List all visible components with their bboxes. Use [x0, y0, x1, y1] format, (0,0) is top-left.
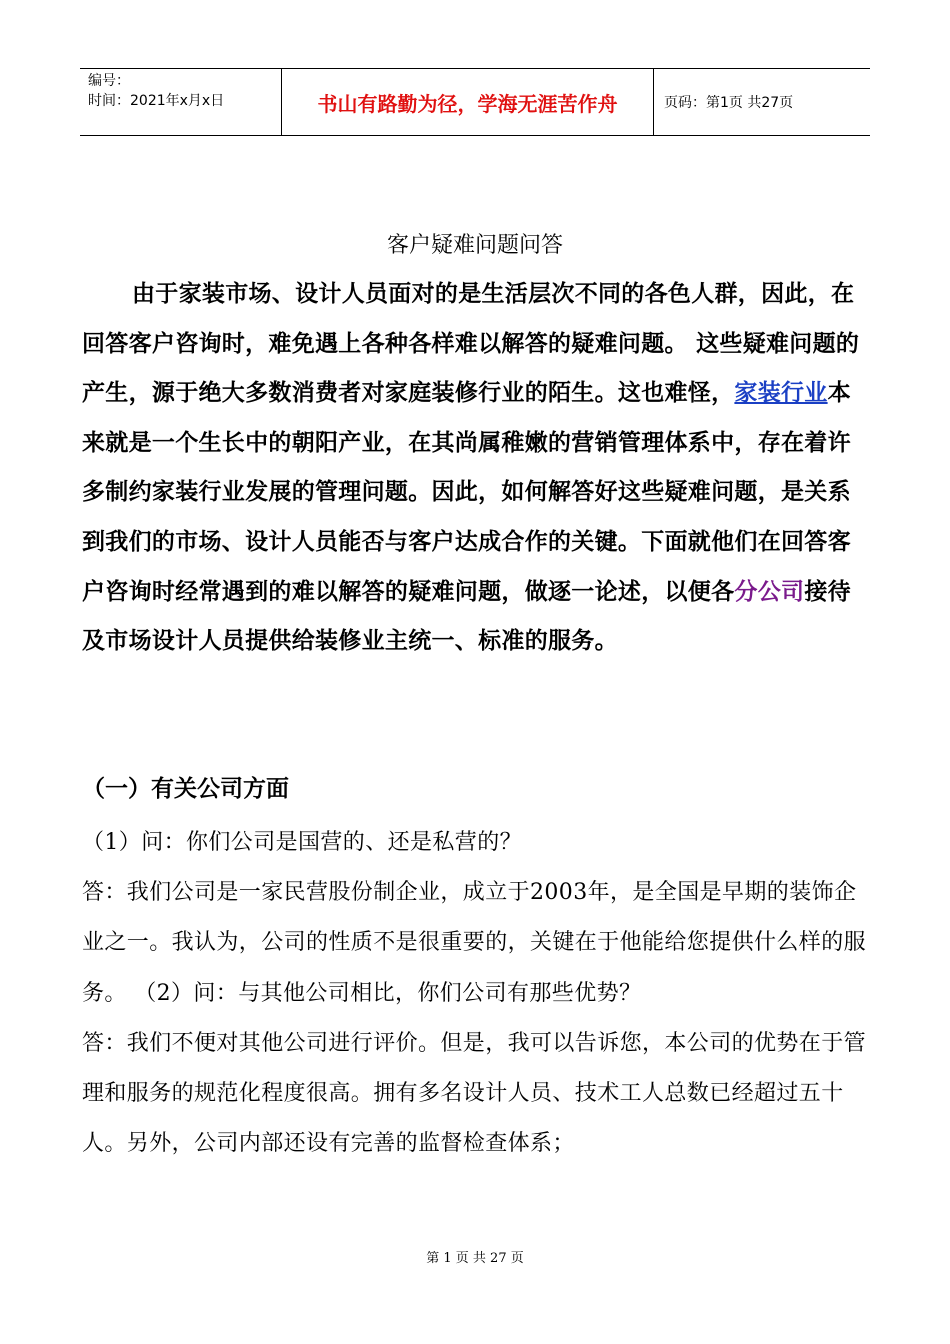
page-footer: 第 1 页 共 27 页 — [426, 1251, 524, 1266]
intro-text-2: 本来就是一个生长中的朝阳产业，在其尚属稚嫩的营销管理体系中，存在着许多制约家装行业发展的管理问题。因此，如何解答好这些疑难问题，是关系到我们的市场、设计人员能否与客户达成合作的关键。下面就他们在回答客户咨询时经常遇到的难以解答的疑难问题，做逐一论述，以便各 — [82, 380, 851, 605]
section-heading: （一）有关公司方面 — [82, 776, 289, 802]
link-home-decoration-industry[interactable]: 家装行业 — [734, 380, 828, 407]
question-1: （1）问：你们公司是国营的、还是私营的？ — [82, 830, 522, 855]
document-title: 客户疑难问题问答 — [386, 233, 563, 258]
header-motto-cell — [282, 69, 654, 135]
motto: 书山有路勤为径，学海无涯苦作舟 — [317, 91, 618, 116]
date-label: 时间：2021年x月x日 — [88, 93, 225, 109]
number-label: 编号： — [88, 73, 130, 89]
header-meta-cell — [80, 69, 282, 135]
intro-paragraph — [82, 270, 872, 667]
answer-2: 答：我们不便对其他公司进行评价。但是，我可以告诉您，本公司的优势在于管理和服务的规范化程度很高。拥有多名设计人员、技术工人总数已经超过五十人。另外，公司内部还设有完善的监督检查体系； — [82, 1030, 867, 1157]
page-info: 页码：第1页 共27页 — [664, 95, 794, 111]
header-table — [80, 68, 870, 136]
header-page-cell — [654, 69, 870, 135]
intro-text-3: 接待及市场设计人员提供给装修业主统一、标准的服务。 — [82, 578, 851, 655]
answer-1: 答：我们公司是一家民营股份制企业，成立于2003年，是全国是早期的装饰企业之一。我认为，公司的性质不是很重要的，关键在于他能给您提供什么样的服务。 （2）问：与其他公司相比，你们公司有那些优势？ — [82, 880, 867, 1006]
link-branch-company[interactable]: 分公司 — [734, 578, 805, 605]
qa-block — [82, 818, 872, 1169]
intro-text-1: 由于家装市场、设计人员面对的是生活层次不同的各色人群，因此，在回答客户咨询时，难免遇上各种各样难以解答的疑难问题。 这些疑难问题的产生，源于绝大多数消费者对家庭装修行业的陌生。这也难怪， — [82, 281, 860, 407]
